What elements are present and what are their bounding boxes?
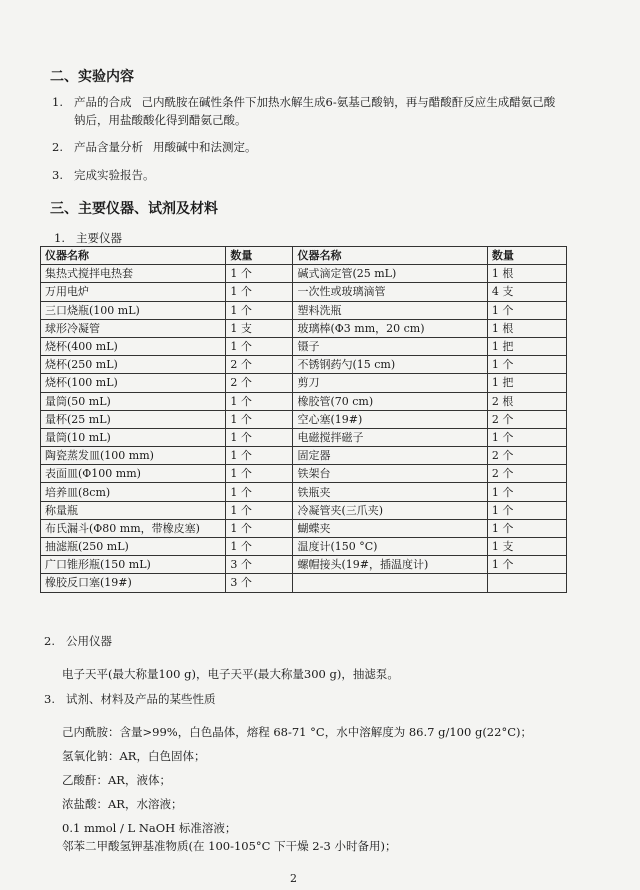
table-cell: 碱式滴定管(25 mL) — [293, 265, 487, 283]
sub-1-heading — [54, 230, 122, 246]
table-cell: 集热式搅拌电热套 — [41, 265, 226, 283]
table-cell: 剪刀 — [293, 374, 487, 392]
sub-2-num: 2. — [44, 634, 55, 648]
table-cell: 橡胶管(70 cm) — [293, 392, 487, 410]
page-number: 2 — [290, 872, 297, 885]
table-cell: 铁瓶夹 — [293, 483, 487, 501]
table-cell: 铁架台 — [293, 465, 487, 483]
property-line: 邻苯二甲酸氢钾基准物质(在 100-105°C 下干燥 2-3 小时备用)； — [62, 839, 397, 853]
table-cell: 表面皿(Φ100 mm) — [41, 465, 226, 483]
table-cell: 1 个 — [226, 483, 293, 501]
table-row — [41, 392, 567, 410]
sub-2-label: 公用仪器 — [66, 634, 112, 648]
table-cell: 一次性或玻璃滴管 — [293, 283, 487, 301]
item-1-text: 己内酰胺在碱性条件下加热水解生成6-氨基己酸钠，再与醋酸酐反应生成醋氨己酸 — [141, 95, 556, 109]
table-cell: 量筒(10 mL) — [41, 428, 226, 446]
header-cell: 仪器名称 — [41, 247, 226, 265]
table-cell: 1 支 — [487, 538, 566, 556]
table-cell: 1 个 — [487, 301, 566, 319]
table-cell: 量杯(25 mL) — [41, 410, 226, 428]
table-cell: 蝴蝶夹 — [293, 519, 487, 537]
table-cell: 2 个 — [487, 465, 566, 483]
table-cell: 1 个 — [226, 265, 293, 283]
table-cell — [487, 574, 566, 592]
table-cell: 1 个 — [226, 410, 293, 428]
table-row — [41, 556, 567, 574]
sub-3-heading — [44, 691, 216, 707]
table-cell: 2 根 — [487, 392, 566, 410]
table-row — [41, 519, 567, 537]
item-3-num: 3. — [52, 168, 63, 182]
table-row — [41, 538, 567, 556]
header-cell: 仪器名称 — [293, 247, 487, 265]
property-line: 乙酸酐：AR，液体； — [62, 773, 171, 787]
table-cell: 培养皿(8cm) — [41, 483, 226, 501]
table-cell: 3 个 — [226, 574, 293, 592]
item-2-label: 产品含量分析 — [74, 140, 143, 154]
table-cell: 1 个 — [226, 283, 293, 301]
table-cell: 1 个 — [226, 519, 293, 537]
table-row — [41, 374, 567, 392]
table-cell: 1 个 — [226, 465, 293, 483]
table-cell: 1 个 — [226, 392, 293, 410]
table-cell: 温度计(150 °C) — [293, 538, 487, 556]
item-1-cont: 钠后，用盐酸酸化得到醋氨己酸。 — [74, 113, 247, 127]
table-row — [41, 301, 567, 319]
table-cell: 螺帽接头(19#，插温度计) — [293, 556, 487, 574]
sub-3-label: 试剂、材料及产品的某些性质 — [66, 692, 216, 706]
header-cell: 数量 — [487, 247, 566, 265]
table-cell: 1 把 — [487, 337, 566, 355]
table-cell: 4 支 — [487, 283, 566, 301]
property-line: 浓盐酸：AR，水溶液； — [62, 797, 183, 811]
sub-2-heading — [44, 633, 112, 649]
table-cell: 烧杯(100 mL) — [41, 374, 226, 392]
table-cell: 量筒(50 mL) — [41, 392, 226, 410]
table-cell — [293, 574, 487, 592]
item-2 — [52, 138, 257, 156]
property-line: 氢氧化钠：AR，白色固体； — [62, 749, 206, 763]
table-cell: 1 个 — [226, 538, 293, 556]
table-row — [41, 428, 567, 446]
table-cell: 1 把 — [487, 374, 566, 392]
table-cell: 布氏漏斗(Φ80 mm，带橡皮塞) — [41, 519, 226, 537]
table-cell: 1 个 — [226, 428, 293, 446]
table-cell: 橡胶反口塞(19#) — [41, 574, 226, 592]
table-cell: 球形冷凝管 — [41, 319, 226, 337]
item-1-num: 1. — [52, 95, 63, 109]
table-cell: 称量瓶 — [41, 501, 226, 519]
item-3-text: 完成实验报告。 — [74, 168, 155, 182]
table-cell: 陶瓷蒸发皿(100 mm) — [41, 447, 226, 465]
table-row — [41, 319, 567, 337]
table-cell: 固定器 — [293, 447, 487, 465]
item-2-num: 2. — [52, 140, 63, 154]
sub-1-num: 1. — [54, 231, 65, 245]
table-cell: 1 支 — [226, 319, 293, 337]
table-cell: 烧杯(250 mL) — [41, 356, 226, 374]
equipment-table — [40, 246, 567, 593]
table-row — [41, 356, 567, 374]
table-cell: 烧杯(400 mL) — [41, 337, 226, 355]
table-cell: 2 个 — [226, 374, 293, 392]
sub-1-label: 主要仪器 — [76, 231, 122, 245]
item-2-text: 用酸碱中和法测定。 — [153, 140, 257, 154]
section-3-title: 三、主要仪器、试剂及材料 — [50, 201, 218, 217]
table-cell: 广口锥形瓶(150 mL) — [41, 556, 226, 574]
table-cell: 三口烧瓶(100 mL) — [41, 301, 226, 319]
table-header-row — [41, 247, 567, 265]
table-cell: 1 个 — [487, 501, 566, 519]
table-cell: 空心塞(19#) — [293, 410, 487, 428]
table-cell: 抽滤瓶(250 mL) — [41, 538, 226, 556]
table-cell: 1 个 — [226, 447, 293, 465]
table-cell: 镊子 — [293, 337, 487, 355]
header-cell: 数量 — [226, 247, 293, 265]
table-cell: 2 个 — [226, 356, 293, 374]
table-cell: 1 个 — [487, 428, 566, 446]
table-cell: 1 个 — [226, 337, 293, 355]
table-row — [41, 265, 567, 283]
table-row — [41, 447, 567, 465]
table-cell: 1 个 — [487, 556, 566, 574]
table-cell: 1 根 — [487, 265, 566, 283]
table-cell: 1 根 — [487, 319, 566, 337]
table-row — [41, 483, 567, 501]
table-cell: 3 个 — [226, 556, 293, 574]
table-cell: 1 个 — [487, 519, 566, 537]
table-row — [41, 410, 567, 428]
sub-2-text: 电子天平(最大称量100 g)，电子天平(最大称量300 g)，抽滤泵。 — [62, 667, 399, 681]
item-1-label: 产品的合成 — [74, 95, 132, 109]
table-cell: 1 个 — [226, 301, 293, 319]
property-line: 己内酰胺：含量>99%，白色晶体，熔程 68-71 °C，水中溶解度为 86.7 g/100 g(22°C)； — [62, 725, 532, 739]
table-cell: 2 个 — [487, 410, 566, 428]
table-row — [41, 501, 567, 519]
table-cell: 不锈钢药勺(15 cm) — [293, 356, 487, 374]
table-row — [41, 574, 567, 592]
item-1 — [52, 93, 592, 111]
table-cell: 1 个 — [226, 501, 293, 519]
table-cell: 2 个 — [487, 447, 566, 465]
table-cell: 塑料洗瓶 — [293, 301, 487, 319]
item-3 — [52, 166, 155, 184]
sub-3-num: 3. — [44, 692, 55, 706]
table-cell: 玻璃棒(Φ3 mm，20 cm) — [293, 319, 487, 337]
table-row — [41, 465, 567, 483]
table-cell: 1 个 — [487, 356, 566, 374]
property-line: 0.1 mmol / L NaOH 标准溶液； — [62, 821, 237, 835]
table-cell: 电磁搅拌磁子 — [293, 428, 487, 446]
table-cell: 万用电炉 — [41, 283, 226, 301]
section-2-title: 二、实验内容 — [50, 69, 134, 85]
table-row — [41, 283, 567, 301]
table-row — [41, 337, 567, 355]
table-cell: 冷凝管夹(三爪夹) — [293, 501, 487, 519]
table-cell: 1 个 — [487, 483, 566, 501]
